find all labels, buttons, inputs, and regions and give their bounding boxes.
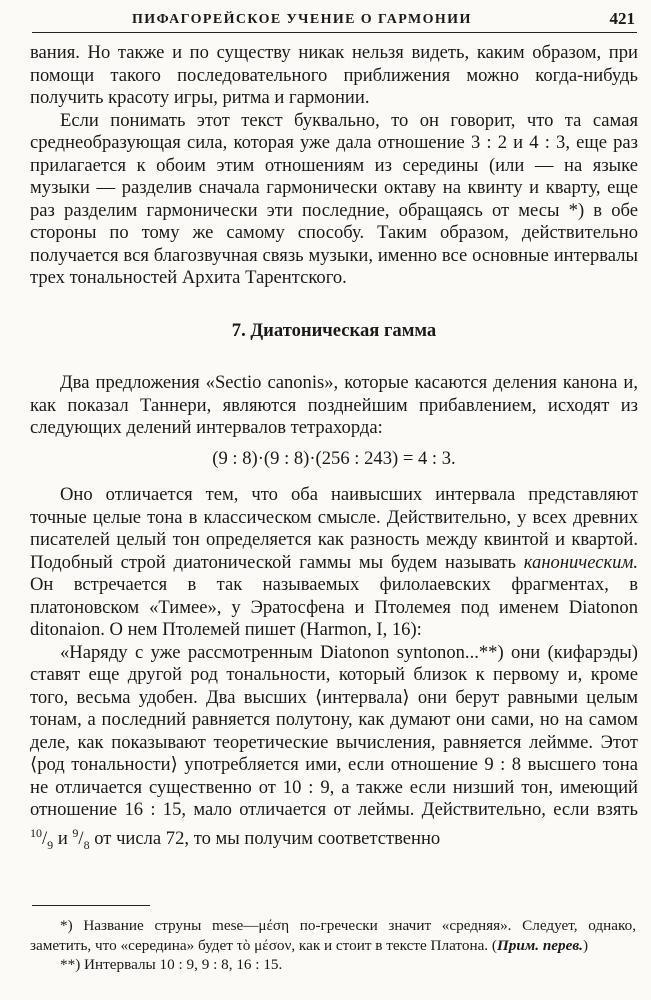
footnotes [30,916,636,975]
text-run: и [53,827,73,849]
text-run: ) [582,936,588,954]
page-number: 421 [609,9,635,28]
paragraph-sectio-canonis: Два предложения «Sectio canonis», которые касаются деления канона и, как показал Таннери, являются позднейшим прибавлением, исходят из следующих делений интервалов тетрахорда: [30,372,638,438]
text-run: *) Название струны mese—μέση по-гречески значит «средняя». Следует, однако, заметить, что «середина» будет τὸ μέσον, как и стоит в тексте Платона. ( [30,917,636,954]
running-title: ПИФАГОРЕЙСКОЕ УЧЕНИЕ О ГАРМОНИИ [132,12,472,27]
text-run: «Наряду с уже рассмотренным Diatonon syntonon...**) они (кифарэды) ставят еще другой род тональности, который близок к первому и, кроме того, весьма удобен. Два высших ⟨интервала⟩ они берут равными целым тонам, а последний равняется полутону, как думают они сами, но на самом деле, как показывают теоретические вычисления, равняется леймме. Этот ⟨род тональности⟩ употребляется ими, если отношение 9 : 8 высшего тона не отличается существенно от 10 : 9, а также если низший тон, имеющий отношение 16 : 15, мало отличается от леймы. Действительно, если взять [30,641,638,820]
text-run: Он встречается в так называемых филолаевских фрагментах, в платоновском «Тимее», у Эратосфена и Птолемея под именем Diatonon ditonaion. О нем Птолемей пишет (Harmon, I, 16): [30,574,638,640]
section-title: 7. Диатоническая гамма [231,319,437,341]
fraction-denominator: 8 [83,837,90,852]
fraction-numerator: 10 [30,825,42,840]
paragraph-continuation: вания. Но также и по существу никак нельзя видеть, каким образом, при помощи такого последовательного приближения можно когда-нибудь получить красоту игры, ритма и гармонии. [30,42,638,108]
text-run: от числа 72, то мы получим соответственно [89,827,441,849]
footnote-1 [30,916,636,955]
fraction-numerator: 9 [72,825,79,840]
paragraph-canonical-tuning [30,484,638,642]
tetrachord-formula: (9 : 8)·(9 : 8)·(256 : 243) = 4 : 3. [212,447,456,469]
emphasis-canonical: каноническим. [523,551,638,573]
page-header [32,6,637,33]
text-run: Оно отличается тем, что оба наивысших интервала представляют точные целые тона в классическом смысле. Действительно, у всех древних писателей целый тон определяется как разность между квинтой и квартой. Подобный строй диатонической гаммы мы будем называть [30,484,638,573]
fraction-denominator: 9 [47,837,54,852]
main-text [30,42,638,856]
translator-note-tag: Прим. перев. [496,936,583,954]
footnote-divider [32,905,150,906]
paragraph-interpretation: Если понимать этот текст буквально, то он говорит, что та самая среднеобразующая сила, которая уже дала отношение 3 : 2 и 4 : 3, еще раз прилагается к обоим этим отношениям из середины (или — на языке музыки — разделив сначала гармонически октаву на квинту и кварту, еще раз разделим гармонически эти последние, обращаясь от месы *) в обе стороны по тому же самому способу. Таким образом, действительно получается вся благозвучная связь музыки, именно все основные интервалы трех тональностей Архита Тарентского. [30,109,638,288]
paragraph-ptolemy-quote: «Наряду с уже рассмотренным Diatonon syntonon...**) они (кифарэды) ставят еще другой род тональности, который близок к первому и, кроме того, весьма удобен. Два высших ⟨интервала⟩ они берут равными целым тонам, а последний равняется полутону, как думают они сами, но на самом деле, как показывают теоретические вычисления, равняется леймме. Этот ⟨род тональности⟩ употребляется ими, если отношение 9 : 8 высшего тона не отличается существенно от 10 : 9, а также если низший тон, имеющий отношение 16 : 15, мало отличается от леймы. Действительно, если взять $^{10}/_9$ и $^9/_8$ от числа 72, то мы получим соответственно [30,641,638,852]
footnote-2: **) Интервалы 10 : 9, 9 : 8, 16 : 15. [60,956,283,973]
